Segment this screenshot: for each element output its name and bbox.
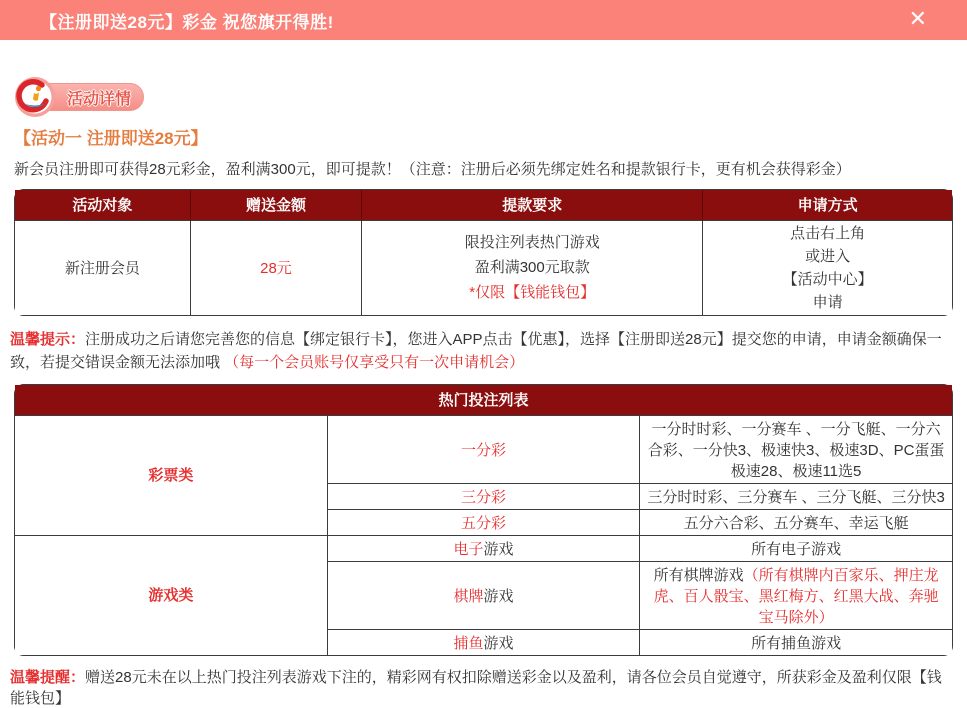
game-label — [327, 535, 639, 561]
reminder-label: 温馨提醒： — [10, 668, 86, 686]
col-header-target: 活动对象 — [15, 190, 190, 220]
game-label: 一分彩 — [327, 415, 639, 483]
game-label-black: 游戏 — [483, 587, 514, 605]
tips-paragraph — [10, 328, 953, 374]
badge-label: 活动详情 — [66, 90, 131, 108]
apply-line: 申请 — [812, 293, 843, 311]
activity-table-wrap — [14, 189, 953, 316]
activity-table-header-row — [15, 190, 952, 220]
dialog-header — [0, 0, 967, 40]
tips-text: 注册成功之后请您完善您的信息【绑定银行卡】，您进入APP点击【优惠】，选择【注册即送28元】提交您的申请，申请金额确保一致，若提交错误金额无法添加哦 — [10, 331, 942, 371]
game-label: 三分彩 — [327, 483, 639, 509]
game-list: 一分时时彩、一分赛车 、一分飞艇、一分六合彩、一分快3、极速快3、极速3D、PC蛋蛋极速28、极速11选5 — [640, 415, 952, 483]
withdraw-line: 盈利满300元取款 — [474, 259, 590, 277]
apply-line: 或进入 — [805, 247, 851, 265]
game-label-red: 捕鱼 — [453, 634, 484, 652]
cell-withdraw — [362, 220, 703, 315]
game-list: 所有捕鱼游戏 — [640, 629, 952, 655]
apply-line: 【活动中心】 — [782, 270, 873, 288]
reminder-text: 赠送28元未在以上热门投注列表游戏下注的，精彩网有权扣除赠送彩金以及盈利，请各位会员自觉遵守，所获彩金及盈利仅限【钱能钱包】 — [10, 668, 942, 707]
game-list: 五分六合彩、五分赛车、幸运飞艇 — [640, 509, 952, 535]
tips-label: 温馨提示： — [10, 331, 86, 348]
game-list-exclusion: （所有棋牌内百家乐、押庄龙虎、百人骰宝、黑红梅方、红黑大战、奔驰宝马除外） — [653, 566, 939, 626]
game-list-text: 所有棋牌游戏 — [653, 566, 744, 584]
activity-table — [15, 190, 952, 315]
hot-bet-table-title: 热门投注列表 — [15, 385, 952, 415]
withdraw-note: *仅限【钱能钱包】 — [469, 284, 596, 302]
game-label-black: 游戏 — [483, 634, 514, 652]
apply-line: 点击右上角 — [790, 224, 866, 242]
reminder-paragraph — [10, 666, 953, 708]
category-lottery: 彩票类 — [15, 415, 327, 535]
game-label-red: 棋牌 — [453, 587, 484, 605]
withdraw-line: 限投注列表热门游戏 — [464, 234, 600, 252]
col-header-withdraw: 提款要求 — [362, 190, 703, 220]
tips-red-note: （每一个会员账号仅享受只有一次申请机会） — [224, 354, 525, 371]
game-label: 五分彩 — [327, 509, 639, 535]
hot-bet-table-title-row — [15, 385, 952, 415]
table-row — [15, 535, 952, 561]
col-header-amount: 赠送金额 — [190, 190, 361, 220]
activity-table-row — [15, 220, 952, 315]
brand-logo-icon — [14, 76, 56, 118]
game-list: 所有电子游戏 — [640, 535, 952, 561]
game-label-black: 游戏 — [483, 540, 514, 558]
dialog-title: 【注册即送28元】彩金 祝您旗开得胜! — [40, 12, 334, 32]
table-row — [15, 415, 952, 483]
game-label-red: 电子 — [453, 540, 484, 558]
cell-apply — [703, 220, 952, 315]
game-label — [327, 561, 639, 629]
close-icon[interactable]: ✕ — [908, 6, 927, 31]
cell-amount: 28元 — [190, 220, 361, 315]
section-heading: 【活动一 注册即送28元】 — [14, 129, 208, 148]
game-list: 三分时时彩、三分赛车 、三分飞艇、三分快3 — [640, 483, 952, 509]
section-intro: 新会员注册即可获得28元彩金，盈利满300元，即可提款！（注意：注册后必须先绑定姓名和提款银行卡，更有机会获得彩金） — [14, 161, 851, 178]
hot-bet-table-wrap — [14, 384, 953, 656]
cell-target: 新注册会员 — [15, 220, 190, 315]
activity-details-badge — [14, 76, 164, 116]
category-games: 游戏类 — [15, 535, 327, 655]
hot-bet-table — [15, 385, 952, 655]
game-label — [327, 629, 639, 655]
col-header-apply: 申请方式 — [703, 190, 952, 220]
game-list — [640, 561, 952, 629]
dialog-body — [0, 76, 967, 708]
